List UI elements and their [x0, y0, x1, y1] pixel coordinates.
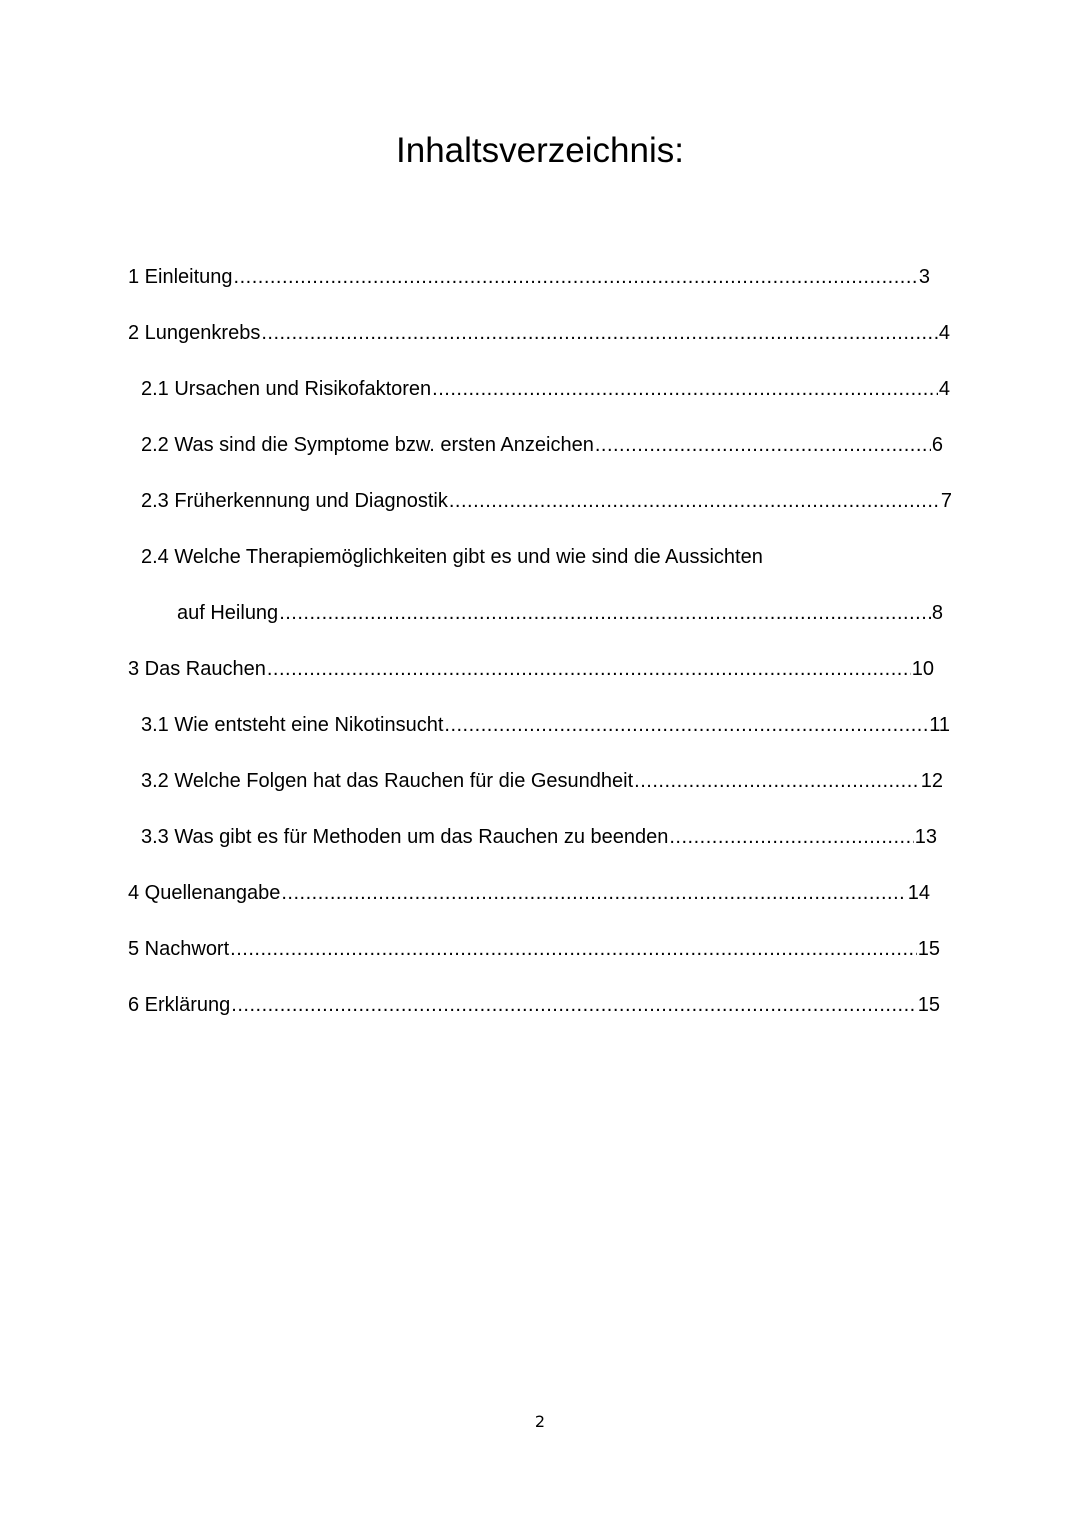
toc-dot-leader [231, 991, 916, 1019]
toc-entry-quellenangabe[interactable] [128, 879, 930, 907]
toc-entry-frueherkennung[interactable] [141, 487, 952, 515]
toc-dot-leader [444, 711, 928, 739]
toc-entry-page: 12 [920, 770, 943, 792]
toc-entry-therapie[interactable] [141, 543, 763, 571]
page-number: 2 [534, 1412, 546, 1431]
toc-entry-nikotinsucht[interactable] [141, 711, 950, 739]
toc-entry-nachwort[interactable] [128, 935, 940, 963]
toc-entry-label: 2.2 Was sind die Symptome bzw. ersten Anzeichen [141, 434, 594, 456]
toc-entry-label: 3.3 Was gibt es für Methoden um das Rauchen zu beenden [141, 826, 669, 848]
toc-entry-lungenkrebs[interactable] [128, 319, 950, 347]
toc-entry-label: 2.1 Ursachen und Risikofaktoren [141, 378, 432, 400]
toc-entry-label: 2.4 Welche Therapiemöglichkeiten gibt es und wie sind die Aussichten [141, 546, 763, 568]
toc-dot-leader [267, 655, 911, 683]
toc-entry-erklaerung[interactable] [128, 991, 940, 1019]
toc-entry-label: 3.2 Welche Folgen hat das Rauchen für die Gesundheit [141, 770, 634, 792]
toc-entry-folgen[interactable] [141, 767, 943, 795]
toc-entry-label: 3 Das Rauchen [128, 658, 266, 680]
toc-entry-page: 14 [907, 882, 930, 904]
toc-dot-leader [279, 599, 931, 627]
toc-dot-leader [669, 823, 913, 851]
toc-dot-leader [432, 375, 938, 403]
toc-entry-einleitung[interactable] [128, 263, 930, 291]
toc-entry-label: 2.3 Früherkennung und Diagnostik [141, 490, 448, 512]
toc-entry-rauchen[interactable] [128, 655, 934, 683]
toc-entry-label: 2 Lungenkrebs [128, 322, 261, 344]
toc-dot-leader [261, 319, 938, 347]
toc-entry-page: 4 [938, 378, 950, 400]
toc-entry-ursachen[interactable] [141, 375, 950, 403]
toc-entry-methoden[interactable] [141, 823, 937, 851]
toc-entry-page: 4 [938, 322, 950, 344]
toc-entry-page: 11 [929, 714, 950, 736]
toc-dot-leader [234, 263, 918, 291]
toc-entry-page: 10 [911, 658, 934, 680]
toc-entry-label: 1 Einleitung [128, 266, 233, 288]
toc-entry-therapie-continued[interactable] [177, 599, 943, 627]
toc-entry-label: 3.1 Wie entsteht eine Nikotinsucht [141, 714, 444, 736]
toc-dot-leader [230, 935, 917, 963]
toc-dot-leader [634, 767, 920, 795]
toc-entry-symptome[interactable] [141, 431, 943, 459]
toc-entry-label: 4 Quellenangabe [128, 882, 281, 904]
toc-entry-page: 3 [918, 266, 930, 288]
toc-dot-leader [595, 431, 931, 459]
page-title: Inhaltsverzeichnis: [396, 131, 684, 170]
toc-entry-label: auf Heilung [177, 602, 279, 624]
toc-entry-page: 15 [917, 994, 940, 1016]
toc-dot-leader [449, 487, 940, 515]
toc-entry-page: 6 [931, 434, 943, 456]
toc-entry-label: 5 Nachwort [128, 938, 230, 960]
toc-entry-label: 6 Erklärung [128, 994, 231, 1016]
toc-dot-leader [281, 879, 906, 907]
toc-entry-page: 7 [940, 490, 952, 512]
toc-entry-page: 15 [917, 938, 940, 960]
toc-entry-page: 13 [914, 826, 937, 848]
toc-entry-page: 8 [931, 602, 943, 624]
